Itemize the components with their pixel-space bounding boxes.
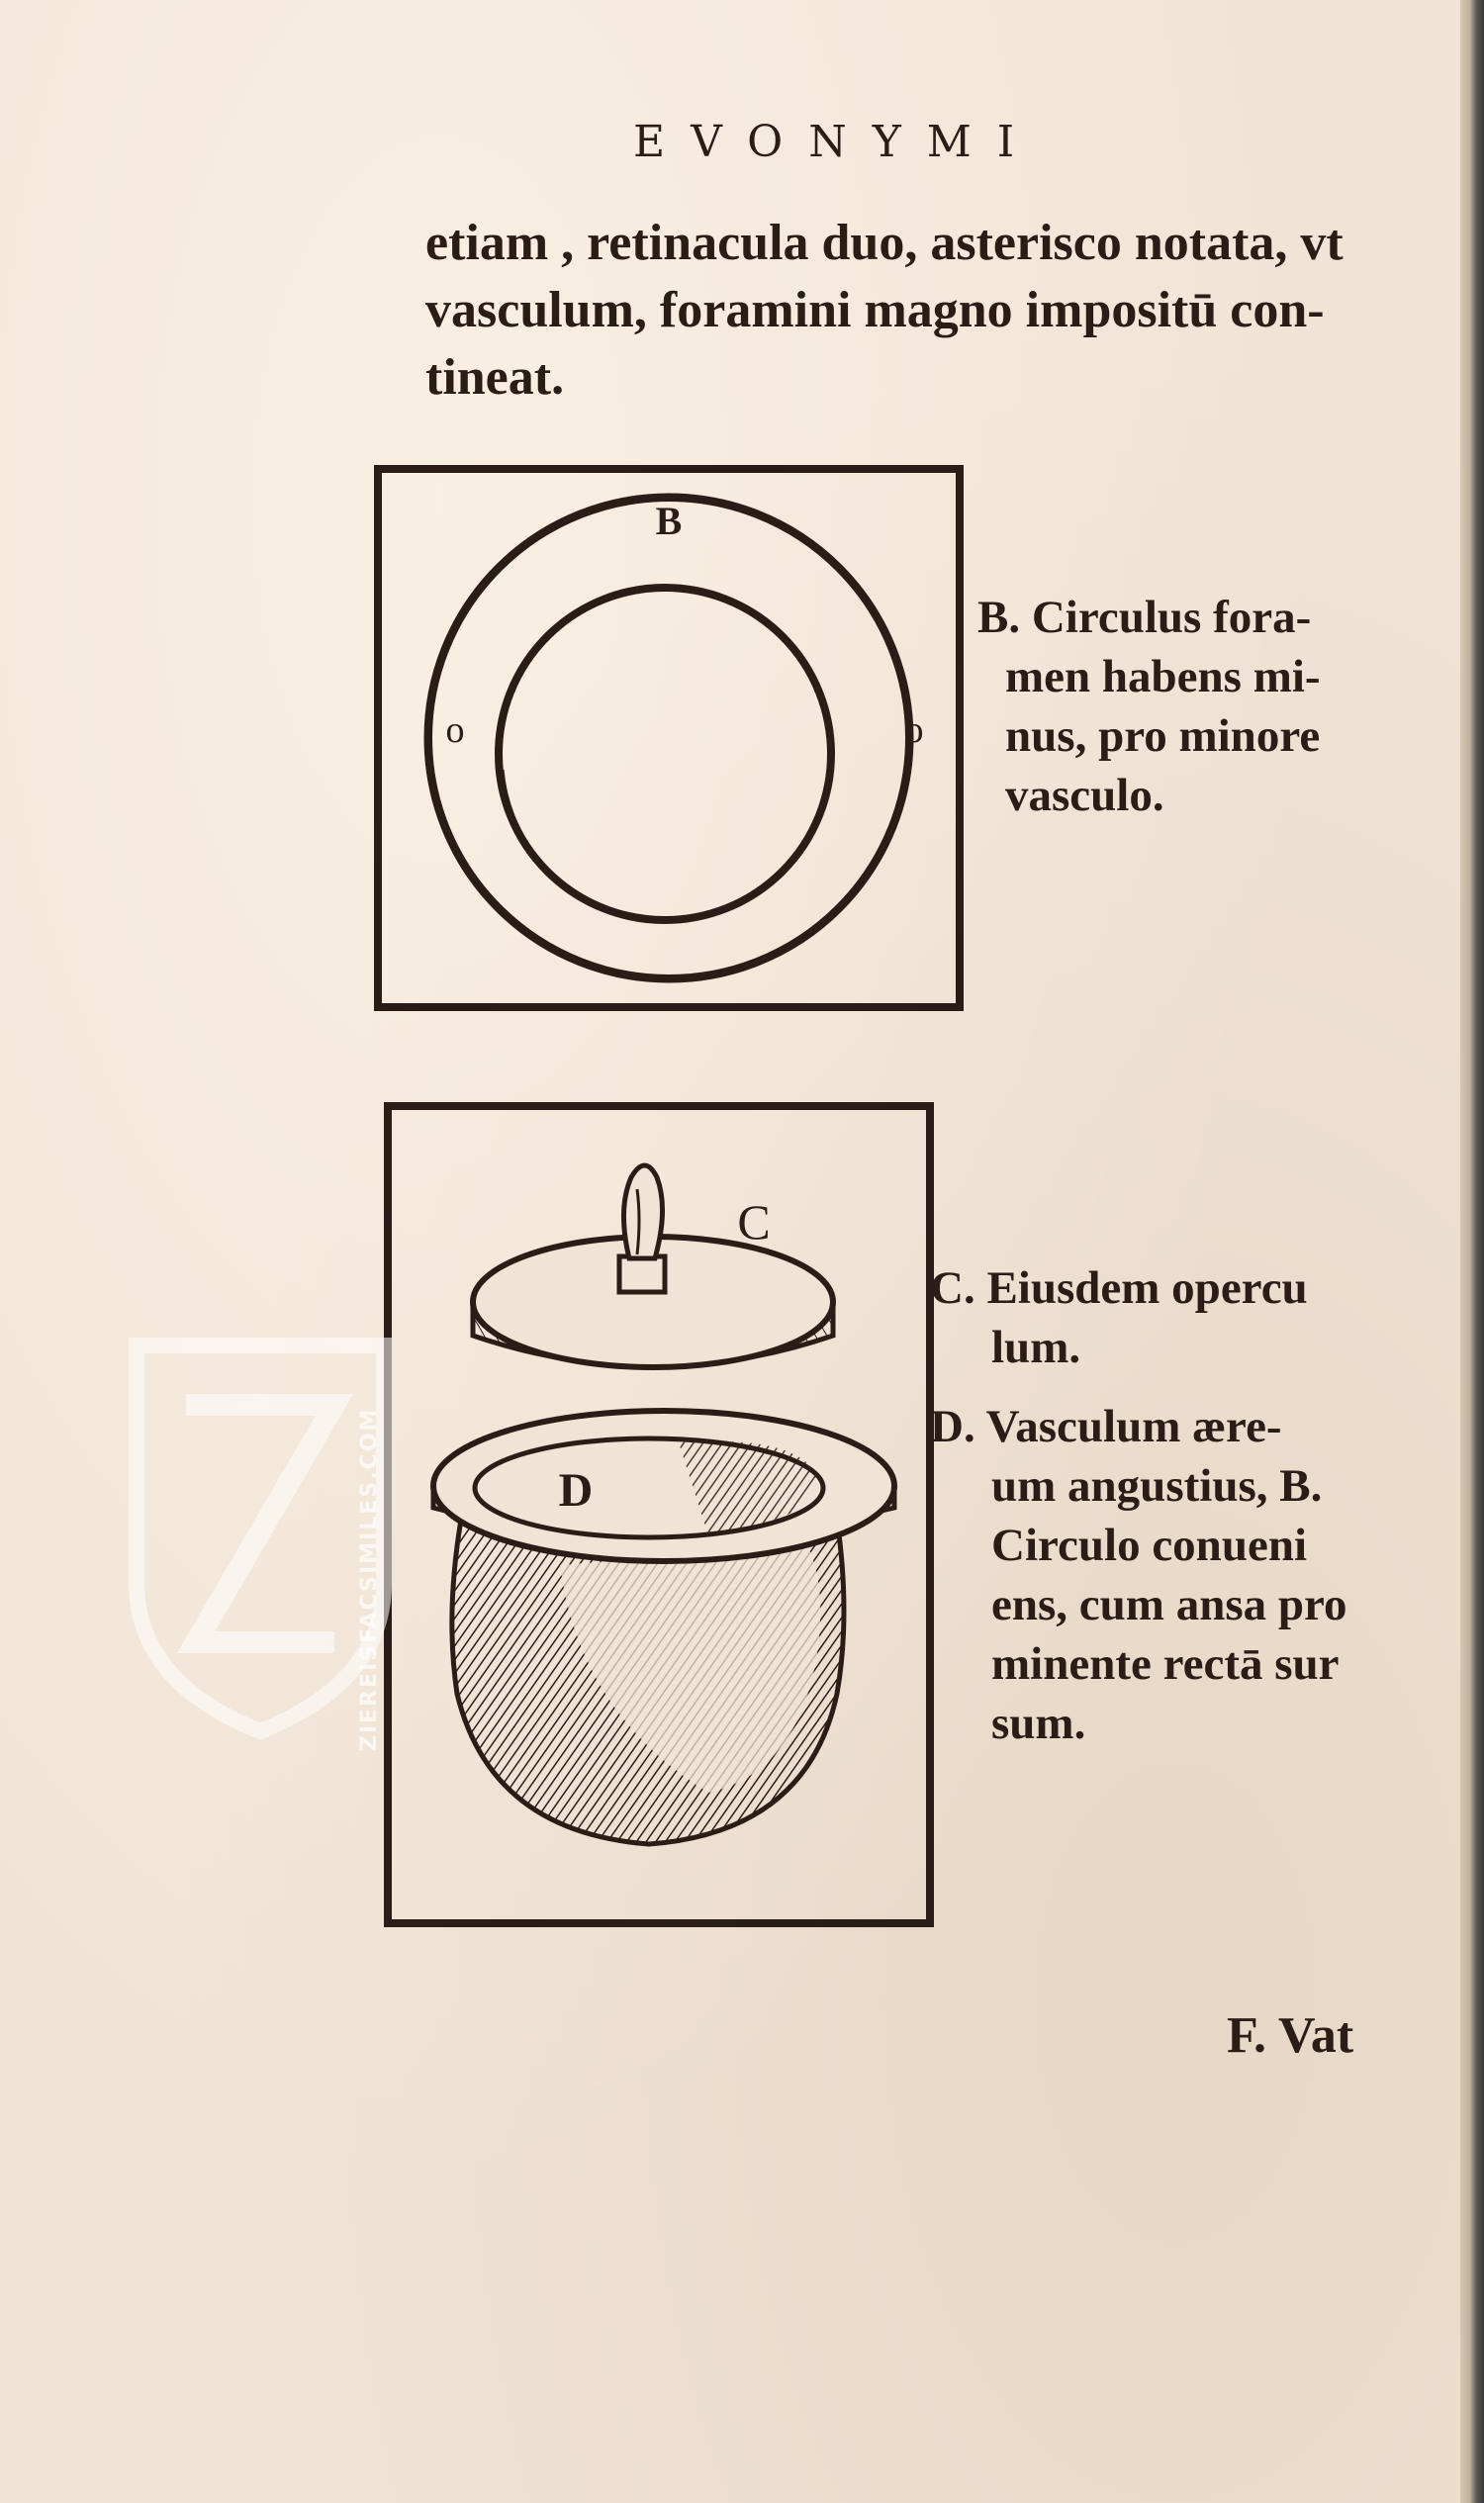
caption-d-line: sum.	[991, 1698, 1086, 1749]
figure-c-letter: C	[737, 1194, 771, 1250]
caption-d-line: D. Vasculum ære-	[930, 1401, 1282, 1452]
body-line: tineat.	[425, 349, 565, 406]
running-head: EVONYMI	[633, 117, 1041, 167]
body-line: etiam , retinacula duo, asterisco notata, vt	[425, 215, 1344, 271]
watermark-text	[336, 1345, 396, 1761]
caption-d-line: um angustius, B.	[991, 1460, 1323, 1512]
figure-cd-vessel	[382, 1100, 936, 1929]
figure-b-mark-left: o	[445, 709, 465, 751]
caption-b-line: nus, pro minore	[1005, 710, 1321, 762]
page-edge	[1460, 0, 1484, 2503]
caption-d-line: minente rectā sur	[991, 1638, 1340, 1690]
caption-b-line: vasculo.	[1005, 770, 1164, 821]
caption-c	[930, 1258, 1308, 1377]
catchword: F. Vat	[1227, 2007, 1354, 2064]
caption-b-line: men habens mi-	[1005, 651, 1321, 702]
figure-b-mark-right: o	[904, 709, 924, 751]
caption-d	[930, 1397, 1347, 1753]
figure-d-letter: D	[558, 1464, 594, 1517]
figure-b-ring	[372, 463, 966, 1013]
caption-c-line: C. Eiusdem opercu	[930, 1262, 1308, 1314]
caption-b-line: B. Circulus fora-	[977, 592, 1312, 643]
body-line: vasculum, foramini magno impositū con-	[425, 282, 1325, 338]
caption-d-line: ens, cum ansa pro	[991, 1579, 1347, 1630]
body-text	[425, 210, 1395, 412]
watermark-text-label: ZIEREISFACSIMILES.COM	[357, 1407, 382, 1751]
caption-b	[977, 588, 1321, 825]
caption-d-line: Circulo conueni	[991, 1520, 1308, 1571]
caption-c-line: lum.	[991, 1322, 1081, 1373]
figure-b-letter: B	[655, 499, 683, 543]
